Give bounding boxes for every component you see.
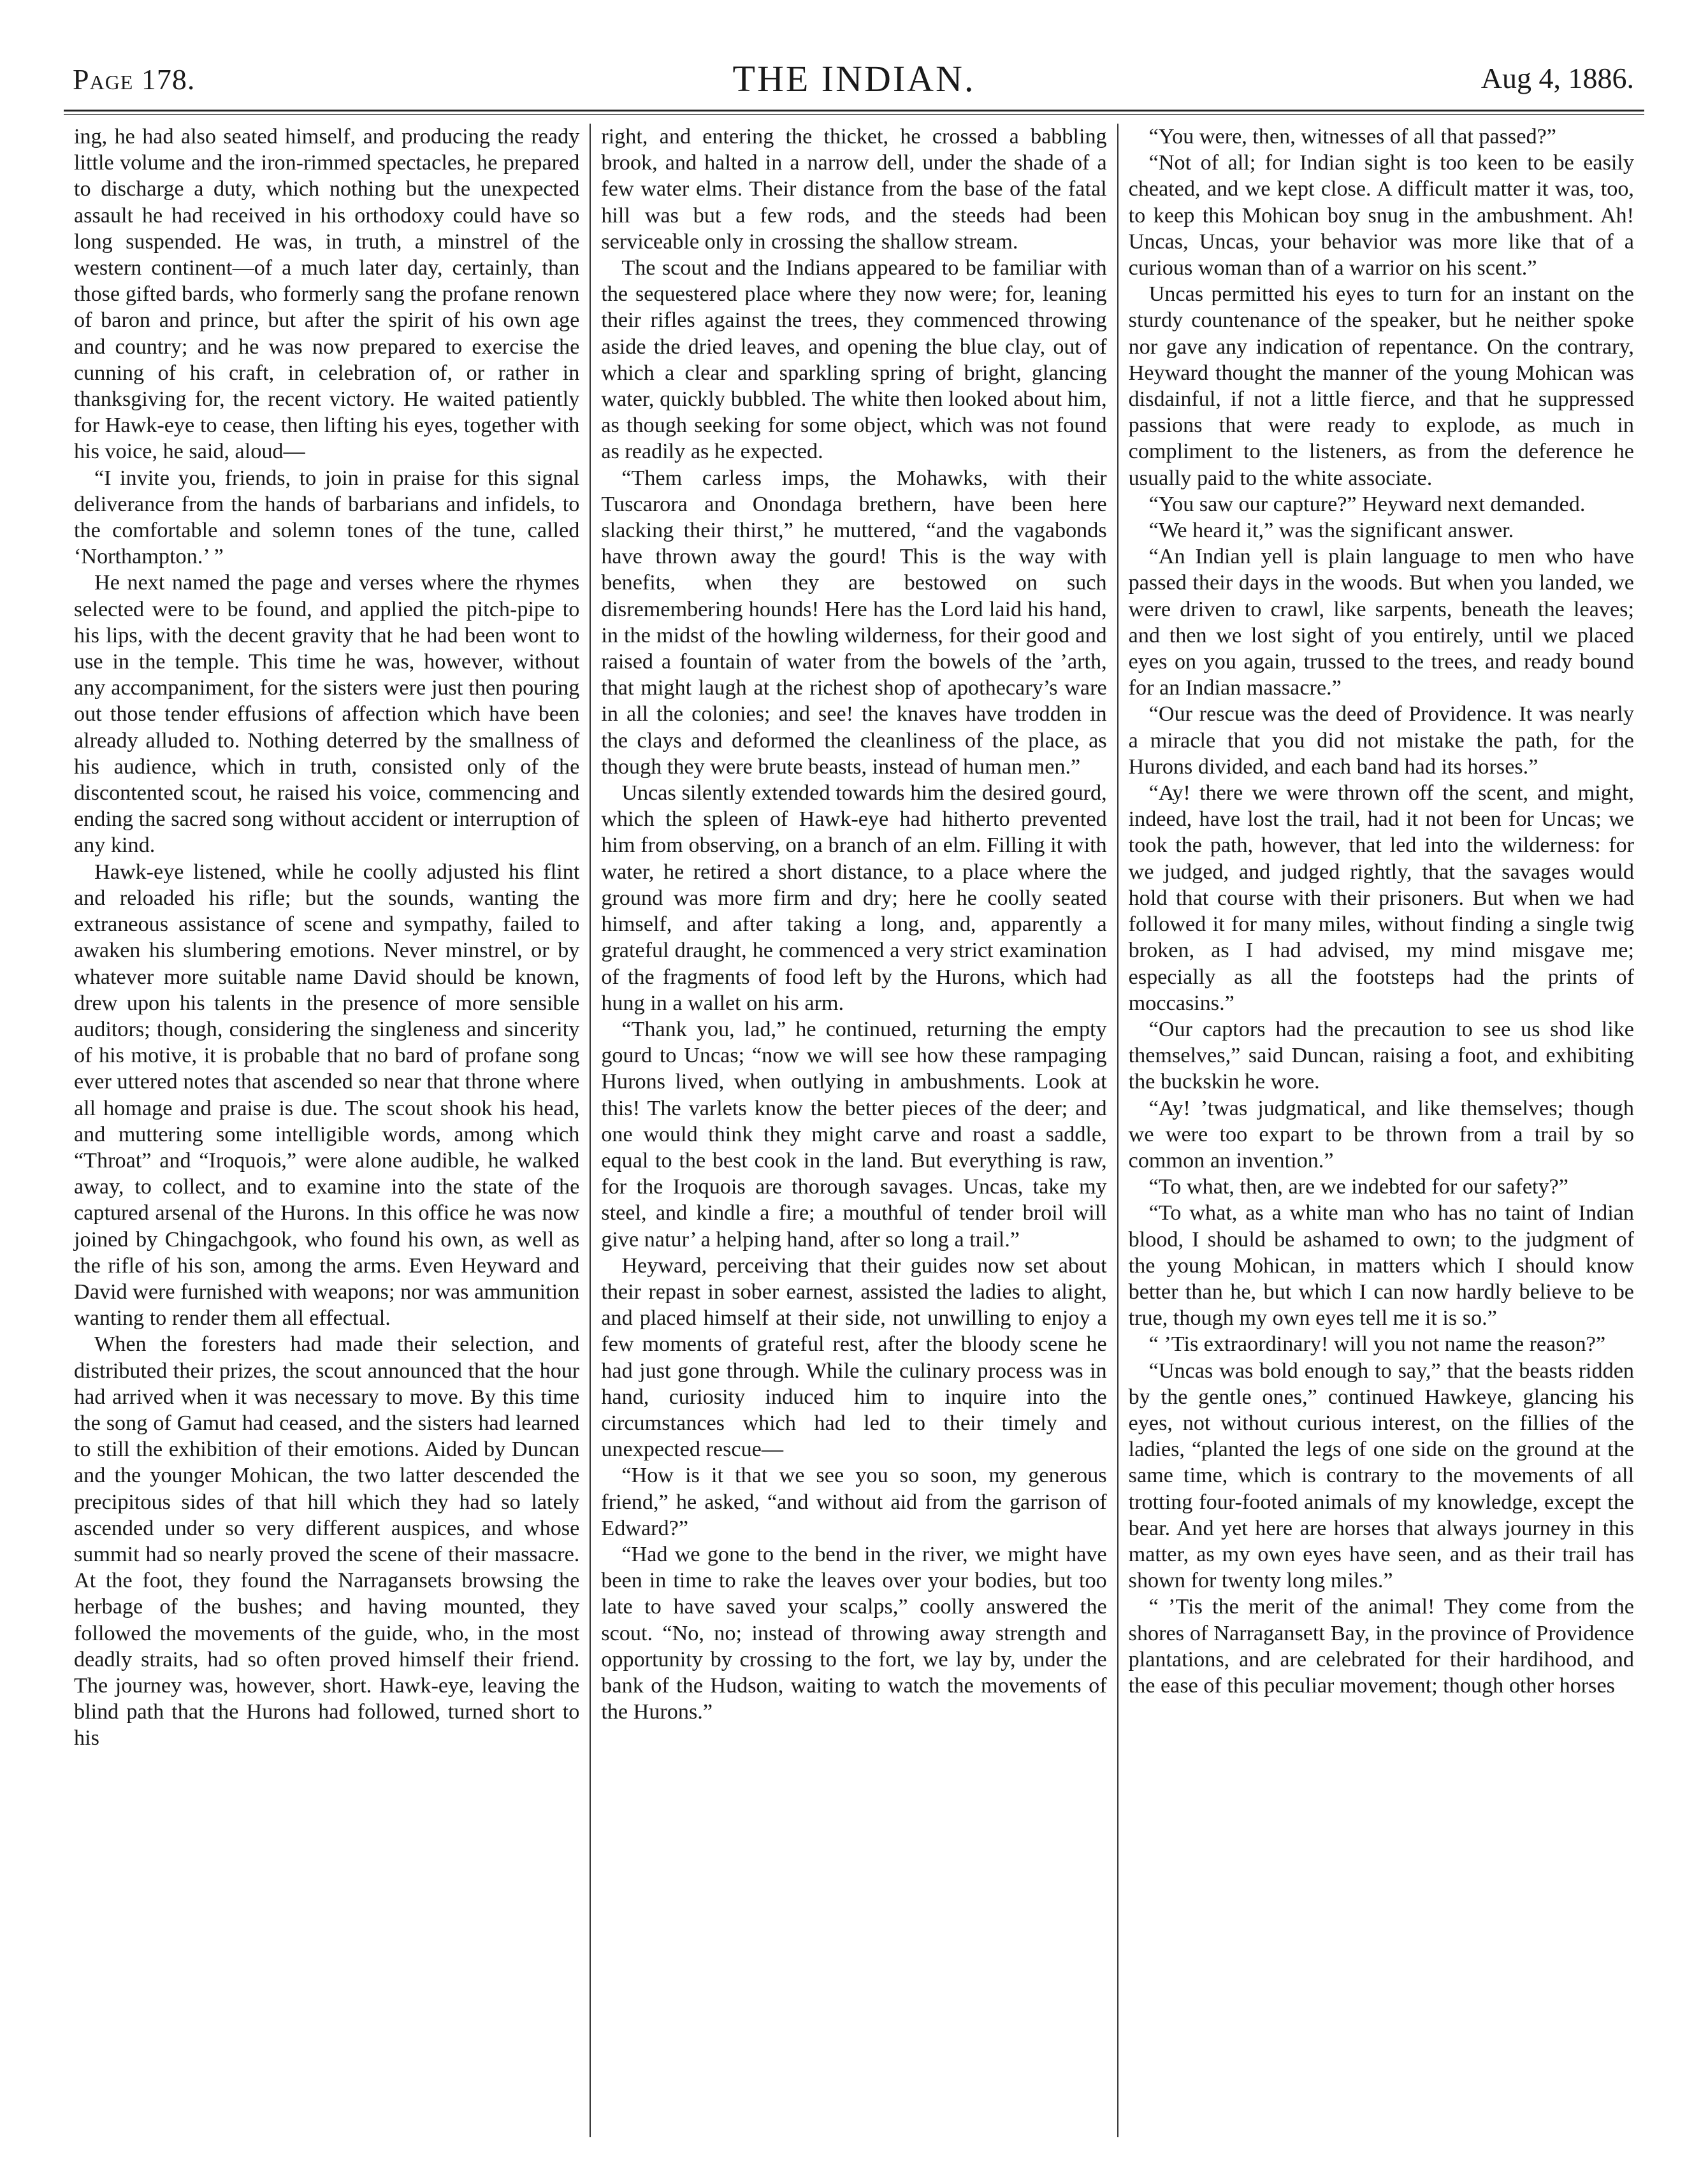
page-number: Page 178. xyxy=(73,63,196,96)
paragraph: “To what, then, are we indebted for our safety?” xyxy=(1148,1175,1568,1199)
paragraph: “An Indian yell is plain language to men who have passed their days in the woods. But when you landed, we were driven to crawl, like sarpents, beneath the leaves; and then we lost sight of you entirely, until we placed eyes on you again, trussed to the trees, and ready bound for an Indian massacre.” xyxy=(1128,545,1634,700)
paragraph: “Ay! there we were thrown off the scent, and might, indeed, have lost the trail, had it not been for Uncas; we took the path, however, that led into the wilderness: for we judged, and judged rightly, that the savages would hold that course with their prisoners. But when we had followed it for many miles, without finding a single twig broken, as I had advised, my mind misgave me; especially as all the footsteps had the prints of moccasins.” xyxy=(1128,781,1634,1015)
paragraph: Heyward, perceiving that their guides now set about their repast in sober earnest, assisted the ladies to alight, and placed himself at their side, not unwilling to enjoy a few moments of grateful rest, after the bloody scene he had just gone through. While the culinary process was in hand, curiosity induced him to inquire into the circumstances which had led to their timely and unexpected rescue— xyxy=(601,1253,1107,1462)
paragraph: “You saw our capture?” Heyward next demanded. xyxy=(1148,492,1586,516)
paragraph: ing, he had also seated himself, and producing the ready little volume and the iron-rimmed spectacles, he prepared to discharge a duty, which nothing but the unexpected assault he had received in his orthodoxy could have so long suspended. He was, in truth, a minstrel of the western continent—of a much later day, certainly, than those gifted bards, who formerly sang the profane renown of baron and prince, but after the spirit of his own age and country; and he was now prepared to exercise the cunning of his craft, in celebration of, or rather in thanksgiving for, the recent victory. He waited patiently for Hawk-eye to cease, then lifting his eyes, together with his voice, he said, aloud— xyxy=(74,125,580,464)
paragraph: “ ’Tis the merit of the animal! They come from the shores of Narragansett Bay, in the province of Providence plantations, and are celebrated for their hardihood, and the ease of this peculiar movement; though other horses xyxy=(1128,1595,1634,1698)
article-columns xyxy=(64,124,1644,2137)
paragraph: The scout and the Indians appeared to be familiar with the sequestered place where they now were; for, leaning their rifles against the trees, they commenced throwing aside the dried leaves, and opening the blue clay, out of which a clear and sparkling spring of bright, glancing water, quickly bubbled. The white then looked about him, as though seeking for some object, which was not found as readily as he expected. xyxy=(601,256,1107,464)
paragraph: “Ay! ’twas judgmatical, and like themselves; though we were too expart to be thrown from a trail by so common an invention.” xyxy=(1128,1096,1634,1172)
paragraph: right, and entering the thicket, he crossed a babbling brook, and halted in a narrow dell, under the shade of a few water elms. Their distance from the base of the fatal hill was but a few rods, and the steeds had been serviceable only in crossing the shallow stream. xyxy=(601,125,1107,254)
header-rule xyxy=(64,110,1644,112)
issue-date: Aug 4, 1886. xyxy=(1480,62,1634,94)
column-3 xyxy=(1118,124,1644,2137)
paragraph: “We heard it,” was the significant answer. xyxy=(1148,519,1514,543)
paragraph: “Not of all; for Indian sight is too keen to be easily cheated, and we kept close. A difficult matter it was, too, to keep this Mohican boy snug in the ambushment. Ah! Uncas, Uncas, your behavior was more like that of a curious woman than of a warrior on his scent.” xyxy=(1128,151,1634,280)
column-1 xyxy=(64,124,590,2137)
paragraph: He next named the page and verses where the rhymes selected were to be found, and applied the pitch-pipe to his lips, with the decent gravity that he had been wont to use in the temple. This time he was, however, without any accompaniment, for the sisters were just then pouring out those tender effusions of affection which have been already alluded to. Nothing deterred by the smallness of his audience, which in truth, consisted only of the discontented scout, he raised his voice, commencing and ending the sacred song without accident or interruption of any kind. xyxy=(74,571,580,858)
newspaper-title: THE INDIAN. xyxy=(732,58,976,99)
paragraph: “Thank you, lad,” he continued, returning the empty gourd to Uncas; “now we will see how these rampaging Hurons lived, when outlying in ambushments. Look at this! The varlets know the better pieces of the deer; and one would think they might carve and roast a saddle, equal to the best cook in the land. But everything is raw, for the Iroquois are thorough savages. Uncas, take my steel, and kindle a fire; a mouthful of tender broil will give natur’ a helping hand, after so long a trail.” xyxy=(601,1017,1107,1252)
paragraph: “Uncas was bold enough to say,” that the beasts ridden by the gentle ones,” continued Hawkeye, glancing his eyes, not without curious interest, on the fillies of the ladies, “planted the legs of one side on the ground at the same time, which is contrary to the movements of all trotting four-footed animals of my knowledge, except the bear. And yet here are horses that always journey in this matter, as my own eyes have seen, and as their trail has shown for twenty long miles.” xyxy=(1128,1359,1634,1593)
paragraph: “Our captors had the precaution to see us shod like themselves,” said Duncan, raising a foot, and exhibiting the buckskin he wore. xyxy=(1128,1017,1634,1094)
paragraph: “I invite you, friends, to join in praise for this signal deliverance from the hands of barbarians and infidels, to the comfortable and solemn tones of the tune, called ‘Northampton.’ ” xyxy=(74,466,580,569)
masthead xyxy=(64,51,1644,108)
paragraph: “Our rescue was the deed of Providence. It was nearly a miracle that you did not mistake the path, for the Hurons divided, and each band had its horses.” xyxy=(1128,702,1634,779)
paragraph: When the foresters had made their selection, and distributed their prizes, the scout announced that the hour had arrived when it was necessary to move. By this time the song of Gamut had ceased, and the sisters had learned to still the exhibition of their emotions. Aided by Duncan and the younger Mohican, the two latter descended the precipitous sides of that hill which they had so lately ascended under so very different auspices, and whose summit had so nearly proved the scene of their massacre. At the foot, they found the Narragansets browsing the herbage of the bushes; and having mounted, they followed the movements of the guide, who, in the most deadly straits, had so often proved himself their friend. The journey was, however, short. Hawk-eye, leaving the blind path that the Hurons had followed, turned short to his xyxy=(74,1332,580,1750)
paragraph: “To what, as a white man who has no taint of Indian blood, I should be ashamed to own; to the judgment of the young Mohican, in matters which I should know better than he, but which I can now hardly believe to be true, though my own eyes tell me it is so.” xyxy=(1128,1201,1634,1331)
paragraph: “How is it that we see you so soon, my generous friend,” he asked, “and without aid from the garrison of Edward?” xyxy=(601,1464,1107,1540)
paragraph: Uncas silently extended towards him the desired gourd, which the spleen of Hawk-eye had hitherto prevented him from observing, on a branch of an elm. Filling it with water, he retired a short distance, to a place where the ground was more firm and dry; here he coolly seated himself, and after taking a long, and, apparently a grateful draught, he commenced a very strict examination of the fragments of food left by the Hurons, which had hung in a wallet on his arm. xyxy=(601,781,1107,1015)
paragraph: “Had we gone to the bend in the river, we might have been in time to rake the leaves over your bodies, but too late to have saved your scalps,” coolly answered the scout. “No, no; instead of throwing away strength and opportunity by crossing to the fort, we lay by, under the bank of the Hudson, waiting to watch the movements of the Hurons.” xyxy=(601,1542,1107,1724)
paragraph: Hawk-eye listened, while he coolly adjusted his flint and reloaded his rifle; but the sounds, wanting the extraneous assistance of scene and sympathy, failed to awaken his slumbering emotions. Never minstrel, or by whatever more suitable name David should be known, drew upon his talents in the presence of more sensible auditors; though, considering the singleness and sincerity of his motive, it is probable that no bard of profane song ever uttered notes that ascended so near that throne where all homage and praise is due. The scout shook his head, and muttering some intelligible words, among which “Throat” and “Iroquois,” were alone audible, he walked away, to collect, and to examine into the state of the captured arsenal of the Hurons. In this office he was now joined by Chingachgook, who found his own, as well as the rifle of his son, among the arms. Even Heyward and David were furnished with weapons; nor was ammunition wanting to render them all effectual. xyxy=(74,860,580,1331)
paragraph: “Them carless imps, the Mohawks, with their Tuscarora and Onondaga brethern, have been here slacking their thirst,” he muttered, “and the vagabonds have thrown away the gourd! This is the way with benefits, when they are bestowed on such disremembering hounds! Here has the Lord laid his hand, in the midst of the howling wilderness, for their good and raised a fountain of water from the bowels of the ’arth, that might laugh at the richest shop of apothecary’s ware in all the colonies; and see! the knaves have trodden in the clays and deformed the cleanliness of the place, as though they were brute beasts, instead of human men.” xyxy=(601,466,1107,779)
paragraph: “ ’Tis extraordinary! will you not name the reason?” xyxy=(1148,1332,1606,1357)
column-2 xyxy=(591,124,1117,2137)
paragraph: “You were, then, witnesses of all that passed?” xyxy=(1148,125,1556,148)
header-rule-thin xyxy=(64,114,1644,115)
paragraph: Uncas permitted his eyes to turn for an instant on the sturdy countenance of the speaker, but he neither spoke nor gave any indication of repentance. On the contrary, Heyward thought the manner of the young Mohican was disdainful, if not a little fierce, and that he suppressed passions that were ready to explode, as much in compliment to the listeners, as from the deference he usually paid to the white associate. xyxy=(1128,282,1634,490)
